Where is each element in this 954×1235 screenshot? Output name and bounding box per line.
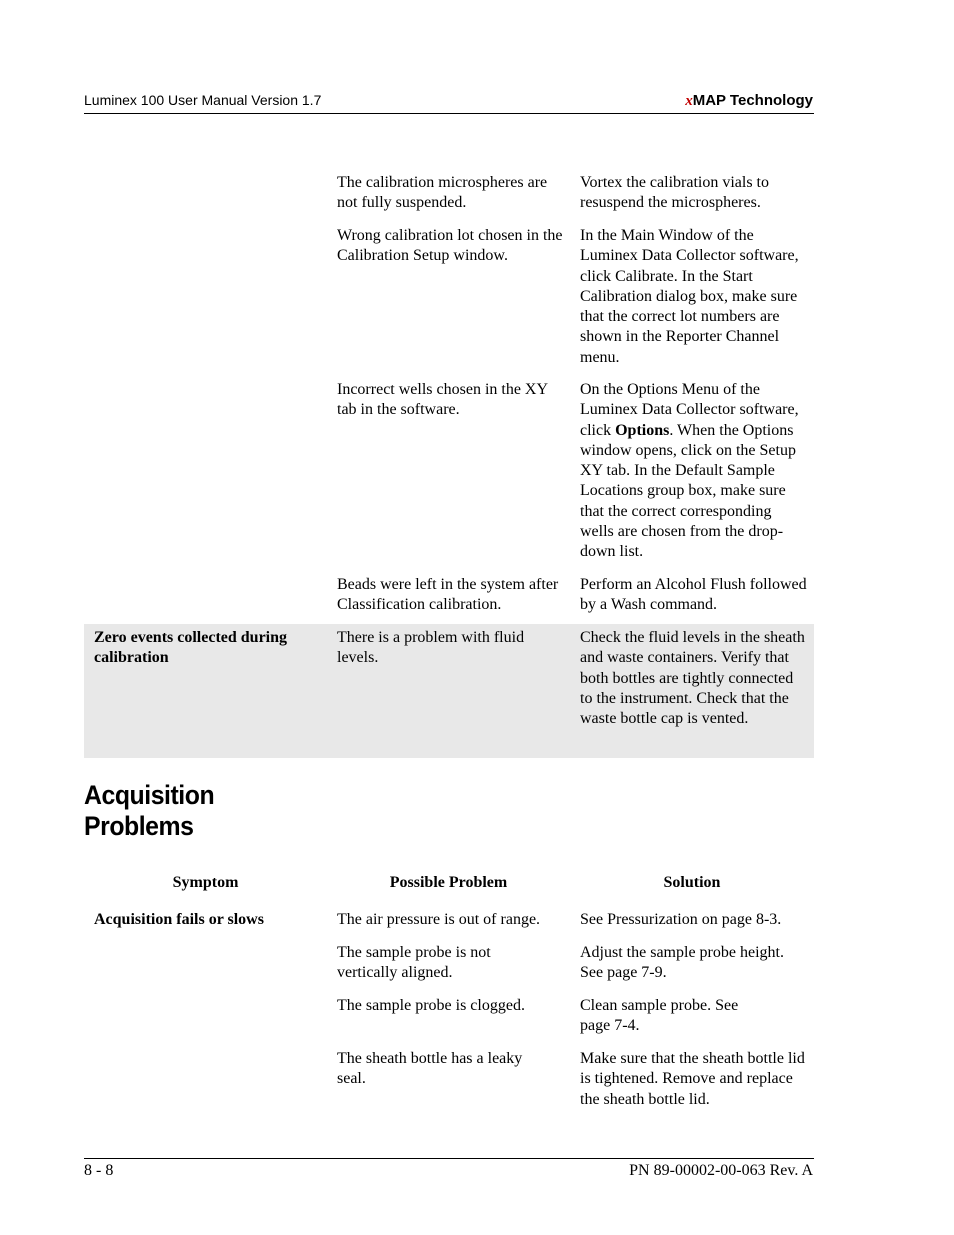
column-header-solution: Solution bbox=[663, 874, 721, 891]
brand-label bbox=[685, 92, 813, 110]
table2-row-1-problem: The air pressure is out of range. bbox=[337, 911, 541, 928]
footer-rule bbox=[84, 1158, 814, 1159]
brand-x: x bbox=[685, 93, 693, 109]
table-row-5-problem: There is a problem with fluid levels. bbox=[337, 629, 525, 667]
table2-row-3-solution-line1: Clean sample probe. See bbox=[580, 997, 739, 1014]
header-rule bbox=[84, 113, 814, 114]
part-number: PN 89-00002-00-063 Rev. A bbox=[629, 1162, 813, 1179]
table-row-2-solution: In the Main Window of the Luminex Data Collector software, click Calibrate. In the Start Calibration dialog box, make sure that the correct lot numbers are shown in the Reporter Channel menu. bbox=[580, 227, 799, 366]
table-row-3-problem: Incorrect wells chosen in the XY tab in the software. bbox=[337, 381, 548, 419]
section-heading-line2: Problems bbox=[84, 811, 194, 841]
table2-row-2-problem: The sample probe is not vertically aligned. bbox=[337, 944, 491, 982]
table2-row-2-solution: Adjust the sample probe height. See page 7-9. bbox=[580, 944, 784, 982]
table-row-1-problem: The calibration microspheres are not fully suspended. bbox=[337, 174, 548, 212]
table-row-5-symptom: Zero events collected during calibration bbox=[94, 629, 288, 667]
running-header-title: Luminex 100 User Manual Version 1.7 bbox=[84, 92, 322, 108]
page-number: 8 - 8 bbox=[84, 1162, 114, 1179]
table-row-4-problem: Beads were left in the system after Classification calibration. bbox=[337, 576, 559, 614]
table-row-5-solution: Check the fluid levels in the sheath and waste containers. Verify that both bottles are tightly connected to the instrument. Check that the waste bottle cap is vented. bbox=[580, 629, 805, 728]
table-row-3-solution bbox=[580, 380, 808, 563]
section-heading-line1: Acquisition bbox=[84, 780, 215, 810]
table2-row-3-problem: The sample probe is clogged. bbox=[337, 997, 525, 1014]
table2-row-3-solution bbox=[580, 996, 808, 1037]
brand-text: MAP Technology bbox=[692, 92, 813, 109]
table-row-1-solution: Vortex the calibration vials to resuspend the microspheres. bbox=[580, 174, 769, 212]
table-row-3-solution-part2: . When the Options window opens, click on the Setup XY tab. In the Default Sample Locations group box, make sure that the correct corresponding wells are chosen from the drop-down list. bbox=[580, 421, 796, 561]
table2-row-4-solution: Make sure that the sheath bottle lid is tightened. Remove and replace the sheath bottle lid. bbox=[580, 1050, 805, 1108]
column-header-symptom: Symptom bbox=[172, 874, 239, 891]
column-header-problem: Possible Problem bbox=[389, 874, 508, 891]
table2-symptom: Acquisition fails or slows bbox=[94, 911, 264, 928]
table2-row-4-problem: The sheath bottle has a leaky seal. bbox=[337, 1050, 523, 1088]
table-row-3-solution-part1: On the Options Menu of the Luminex Data Collector software, click bbox=[580, 381, 799, 439]
table-row-2-problem: Wrong calibration lot chosen in the Calibration Setup window. bbox=[337, 227, 563, 265]
table2-row-1-solution: See Pressurization on page 8-3. bbox=[580, 911, 782, 928]
table2-row-3-solution-line2: page 7-4. bbox=[580, 1017, 640, 1035]
table-row-3-solution-bold: Options bbox=[615, 421, 670, 439]
section-heading bbox=[84, 780, 214, 842]
table-row-4-solution: Perform an Alcohol Flush followed by a Wash command. bbox=[580, 576, 807, 614]
